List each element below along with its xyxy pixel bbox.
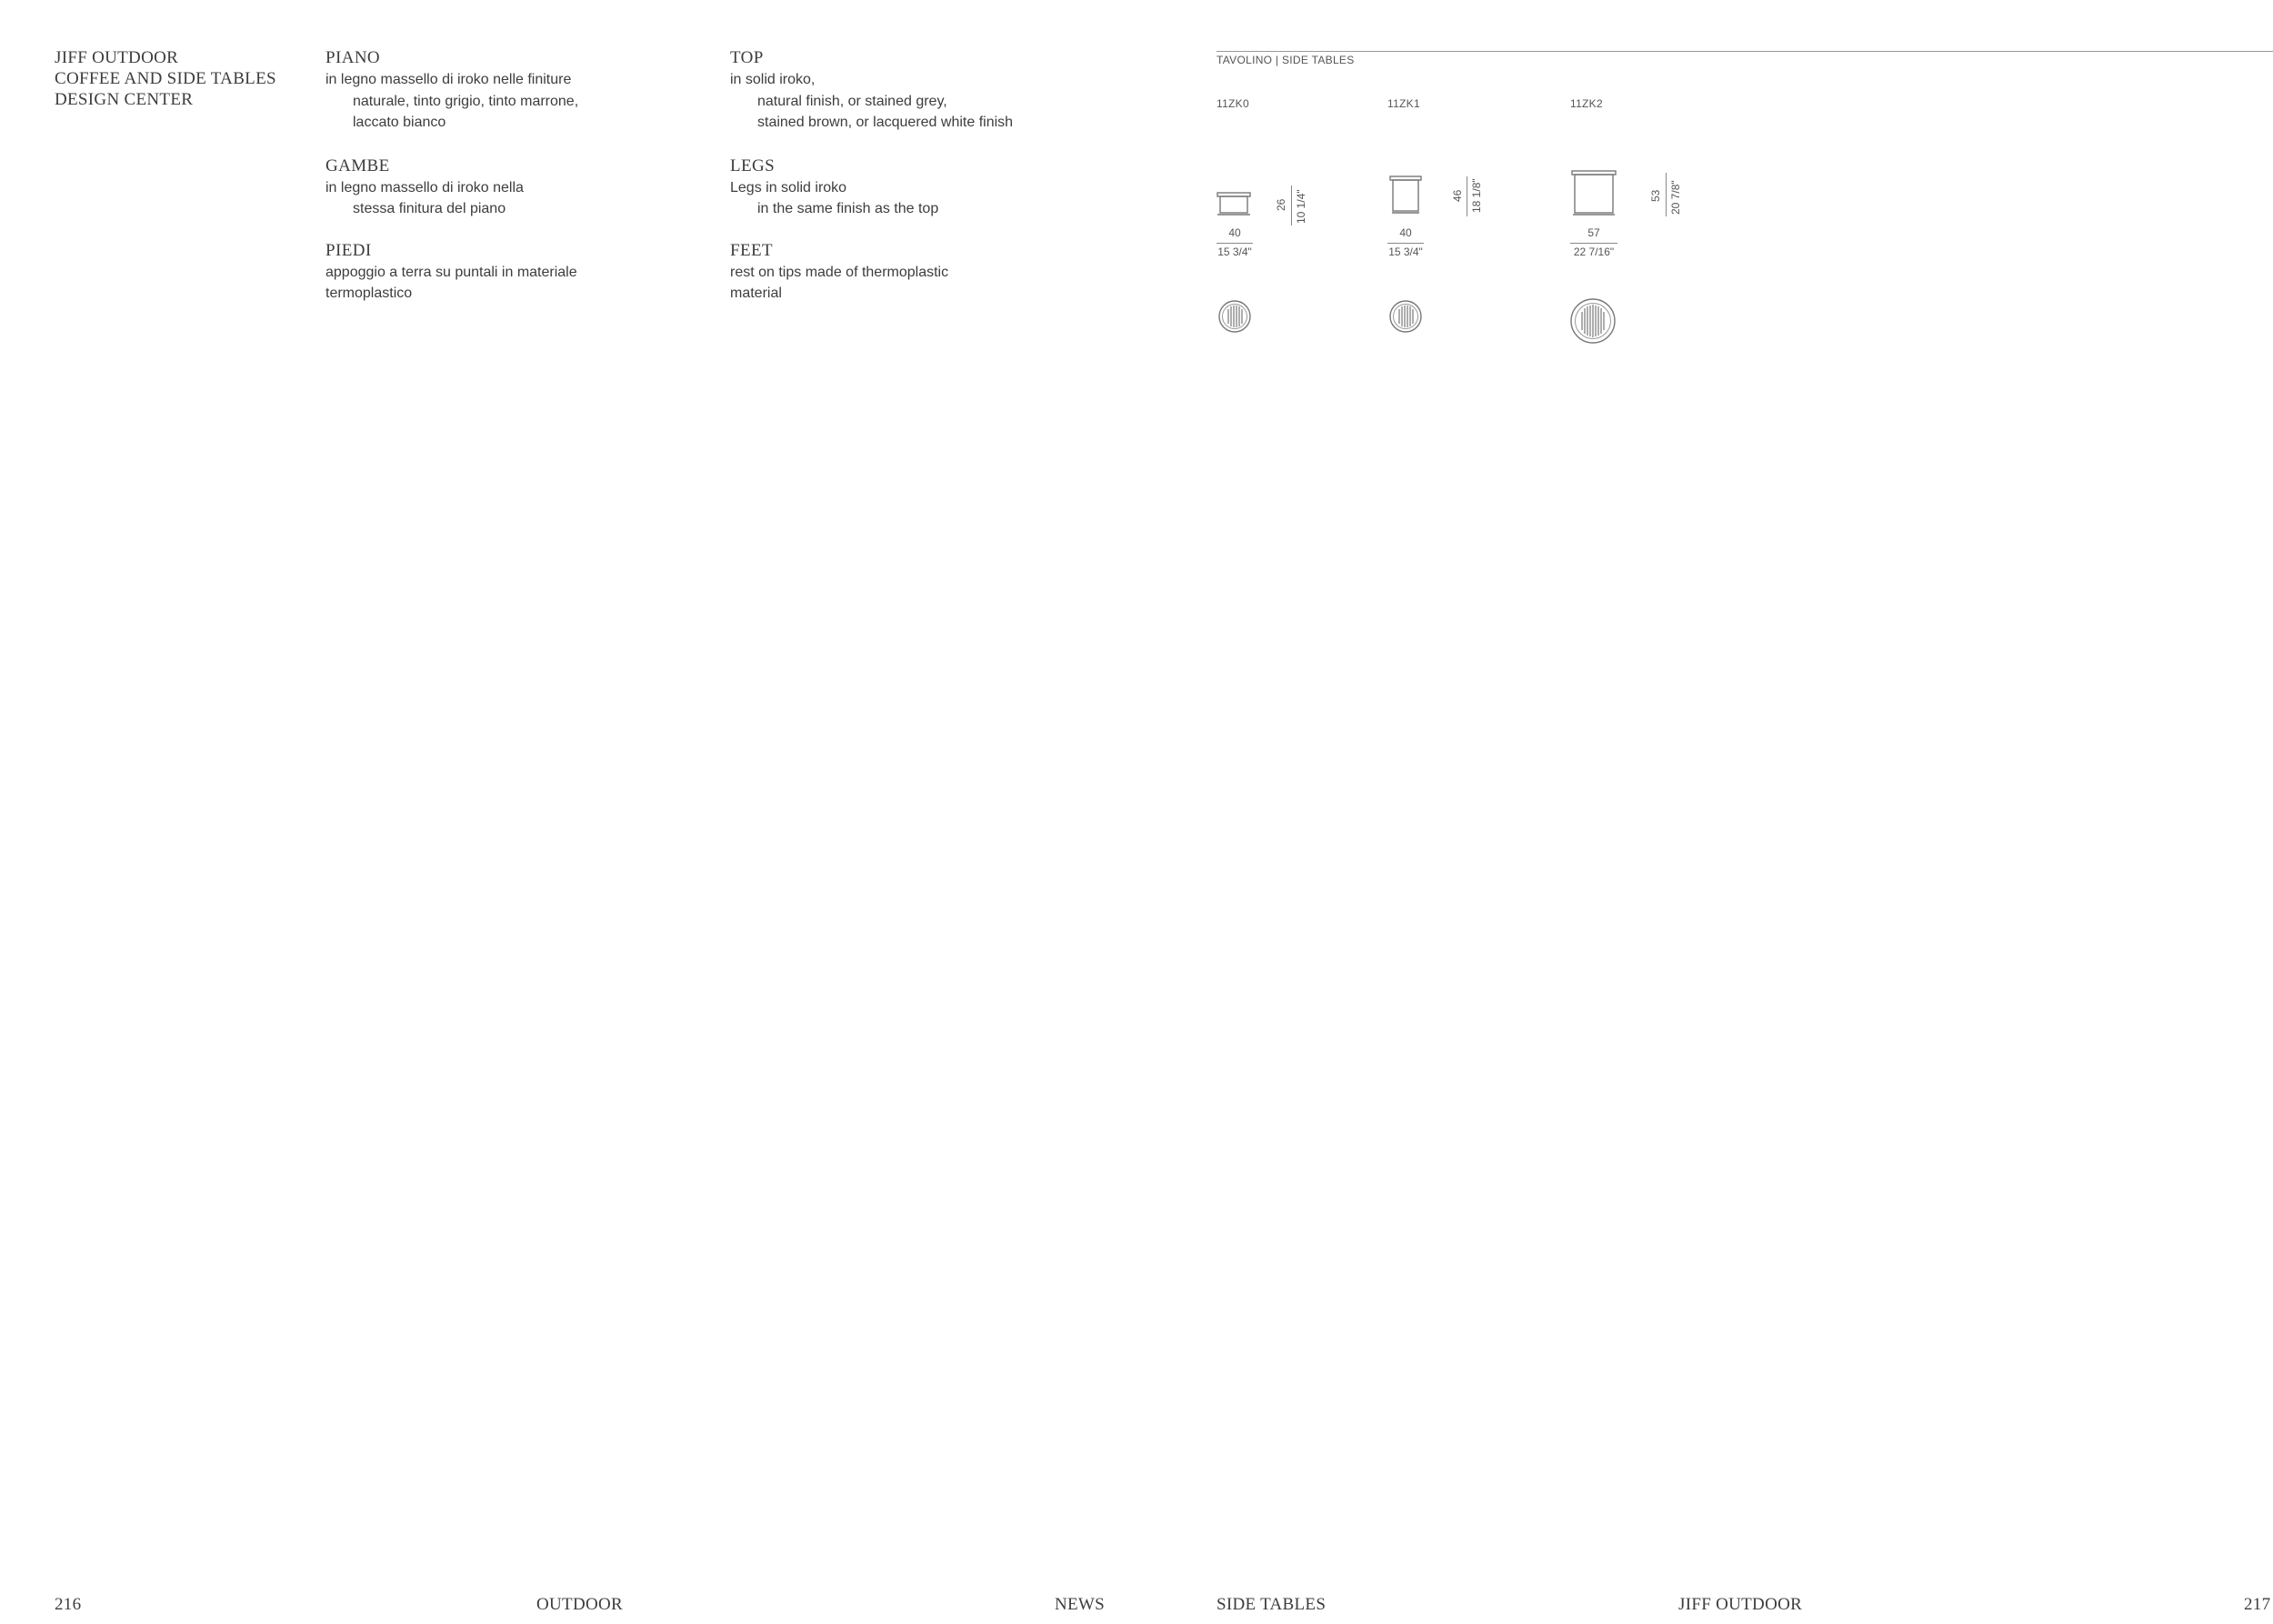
spec-text-line: appoggio a terra su puntali in materiale [325, 264, 577, 280]
spec-gambe [325, 155, 689, 220]
spec-text-line: rest on tips made of thermoplastic [730, 264, 949, 280]
top-view-11zk2 [1569, 297, 1617, 345]
spec-text-line: in legno massello di iroko nelle finiture [325, 72, 572, 87]
top-view-11zk1 [1388, 299, 1423, 334]
catalog-header [55, 47, 276, 110]
section-label: TAVOLINO | SIDE TABLES [1217, 54, 1355, 66]
spec-title-legs: LEGS [730, 155, 776, 175]
spec-legs [730, 155, 1121, 220]
page-number-right: 217 [2244, 1595, 2271, 1614]
footer-section-side-tables: SIDE TABLES [1217, 1595, 1327, 1614]
header-line-product: JIFF OUTDOOR [55, 48, 179, 67]
spec-piedi [325, 240, 689, 305]
spec-title-piedi: PIEDI [325, 240, 372, 260]
dimension-divider-vertical [1291, 185, 1292, 226]
product-code: 11ZK2 [1570, 97, 1603, 110]
spec-title-top: TOP [730, 48, 764, 67]
spec-text-line: stessa finitura del piano [353, 201, 506, 216]
side-view-11zk2 [1570, 169, 1617, 220]
footer-news: NEWS [1055, 1595, 1106, 1614]
side-view-11zk1 [1387, 175, 1424, 218]
page-number-left: 216 [55, 1595, 82, 1614]
spec-text-line: material [730, 286, 782, 301]
spec-top [730, 47, 1121, 134]
footer-section-outdoor: OUTDOOR [536, 1595, 623, 1614]
dimension-divider [1387, 243, 1424, 244]
dimension-divider-vertical [1666, 173, 1667, 216]
width-in: 22 7/16" [1573, 246, 1615, 258]
height-in: 20 7/8" [1669, 180, 1682, 215]
side-view-11zk0 [1217, 191, 1253, 218]
spec-title-piano: PIANO [325, 48, 381, 67]
width-cm: 40 [1399, 226, 1412, 239]
spec-title-feet: FEET [730, 240, 773, 260]
italian-spec-column [325, 47, 689, 305]
english-spec-column [730, 47, 1121, 305]
width-in: 15 3/4" [1217, 246, 1252, 258]
header-line-designer: DESIGN CENTER [55, 90, 194, 109]
spec-text-line: naturale, tinto grigio, tinto marrone, [353, 93, 579, 109]
dimension-divider [1217, 243, 1253, 244]
height-in: 10 1/4" [1295, 189, 1307, 224]
header-rule [1217, 51, 2273, 52]
spec-feet [730, 240, 1121, 305]
height-cm: 46 [1451, 189, 1464, 202]
footer-product-name: JIFF OUTDOOR [1678, 1595, 1803, 1614]
spec-text-line: laccato bianco [353, 115, 446, 130]
spec-text-line: natural finish, or stained grey, [757, 93, 947, 109]
product-code: 11ZK1 [1387, 97, 1420, 110]
spec-text-line: in solid iroko, [730, 72, 816, 87]
spec-text-line: stained brown, or lacquered white finish [757, 115, 1014, 130]
width-in: 15 3/4" [1388, 246, 1423, 258]
height-cm: 53 [1649, 189, 1662, 202]
top-view-11zk0 [1217, 299, 1252, 334]
header-line-category: COFFEE AND SIDE TABLES [55, 69, 276, 88]
dimension-divider [1570, 243, 1617, 244]
spec-piano [325, 47, 689, 134]
spec-text-line: in the same finish as the top [757, 201, 939, 216]
width-cm: 40 [1228, 226, 1241, 239]
height-in: 18 1/8" [1470, 178, 1483, 213]
product-code: 11ZK0 [1217, 97, 1249, 110]
height-cm: 26 [1275, 198, 1287, 211]
spec-text-line: in legno massello di iroko nella [325, 179, 524, 195]
width-cm: 57 [1587, 226, 1600, 239]
spec-title-gambe: GAMBE [325, 155, 390, 175]
spec-text-line: Legs in solid iroko [730, 179, 847, 195]
spec-text-line: termoplastico [325, 286, 413, 301]
